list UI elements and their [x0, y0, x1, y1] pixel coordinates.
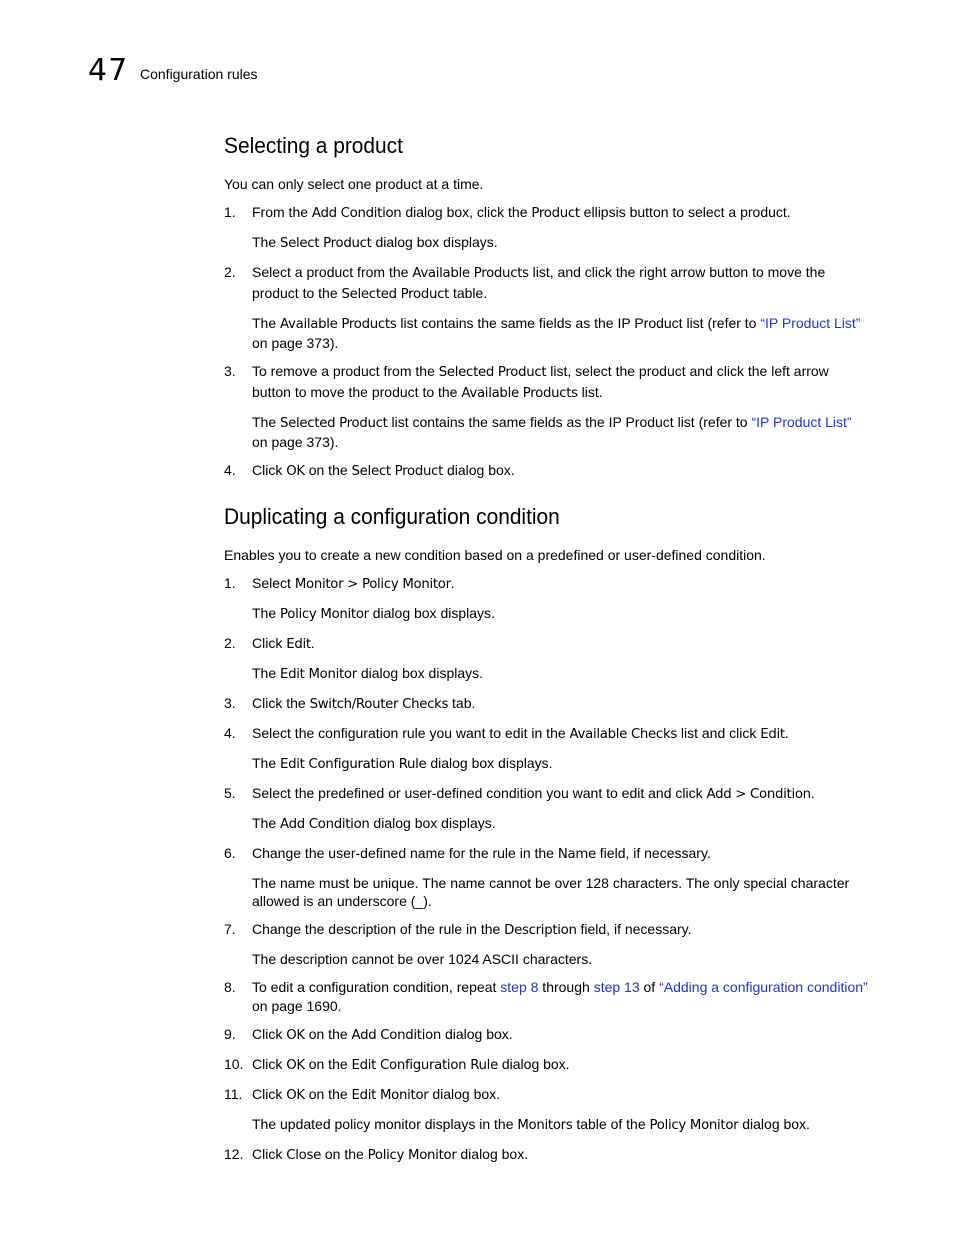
text-run: of	[639, 979, 660, 995]
text-run: on page 373).	[252, 434, 339, 450]
text-run: list contains the same fields as the IP Product list (refer to	[387, 413, 752, 430]
text-run: field, if necessary.	[576, 921, 692, 937]
ui-term: Select Product	[280, 236, 372, 251]
document-body	[224, 132, 869, 1175]
text-run: dialog box displays.	[368, 604, 495, 621]
text-run: list and click	[676, 724, 761, 741]
step-item	[224, 1145, 869, 1166]
step-text	[252, 362, 869, 403]
step-result	[252, 233, 869, 254]
text-run: Click	[252, 1145, 287, 1162]
step-number: 6.	[224, 844, 236, 861]
step-text	[252, 724, 869, 745]
ui-term: Description	[504, 923, 577, 938]
step-number: 11.	[224, 1085, 243, 1102]
text-run: on page 373).	[252, 335, 339, 351]
step-item	[224, 634, 869, 685]
step-text	[252, 978, 869, 1015]
chapter-number: 47	[88, 53, 129, 88]
step-result	[252, 754, 869, 775]
text-run: table of the	[572, 1115, 650, 1132]
step-number: 5.	[224, 784, 236, 801]
text-run: From the	[252, 204, 312, 220]
ui-term: Policy Monitor	[367, 1147, 457, 1163]
ui-term: OK	[286, 1027, 305, 1043]
ui-term: Available Checks	[569, 726, 677, 742]
text-run: Select	[252, 574, 295, 591]
step-number: 4.	[224, 462, 236, 478]
ui-term: Selected Product	[438, 365, 547, 380]
cross-reference-link[interactable]: step 13	[593, 979, 640, 995]
text-run: dialog box.	[497, 1055, 570, 1072]
text-run: The	[252, 664, 281, 681]
step-number: 7.	[224, 921, 236, 937]
text-run: dialog box.	[738, 1115, 810, 1132]
step-text	[252, 1055, 869, 1076]
ui-term: Available Products	[412, 266, 529, 281]
step-text	[252, 574, 869, 595]
cross-reference-link[interactable]: “IP Product List”	[760, 314, 861, 331]
ui-term: Edit Monitor	[351, 1087, 429, 1103]
step-text	[252, 784, 869, 805]
step-item	[224, 574, 869, 625]
text-run: The	[252, 604, 281, 621]
text-run: list contains the same fields as the IP Product list (refer to	[396, 314, 761, 331]
text-run: dialog box displays.	[371, 234, 498, 250]
text-run: .	[810, 784, 815, 801]
step-text	[252, 203, 869, 224]
text-run: Change the description of the rule in the	[252, 921, 505, 937]
step-text	[252, 1145, 869, 1166]
step-number: 12.	[224, 1145, 244, 1162]
text-run: through	[538, 979, 594, 995]
text-run: on the	[304, 1055, 352, 1072]
ui-term: Edit Monitor	[280, 666, 357, 682]
step-text	[252, 920, 869, 941]
text-run: The	[252, 754, 281, 771]
ui-term: Policy Monitor	[649, 1117, 739, 1133]
step-result	[252, 1115, 869, 1136]
step-result	[252, 664, 869, 685]
text-run: list.	[577, 383, 603, 400]
section-intro: Enables you to create a new condition based on a predefined or user-defined condition.	[224, 546, 766, 563]
text-run: The	[252, 814, 281, 831]
section-intro: You can only select one product at a time.	[224, 176, 484, 192]
ui-term: Add Condition	[280, 816, 370, 832]
ui-term: Add Condition	[351, 1027, 442, 1043]
ui-term: Add Condition	[311, 206, 402, 221]
ui-term: Product	[531, 206, 580, 221]
step-text	[252, 694, 869, 715]
cross-reference-link[interactable]: “IP Product List”	[751, 413, 852, 430]
ui-term: Monitor > Policy Monitor	[294, 576, 451, 592]
step-list	[224, 574, 869, 1166]
text-run: Click	[252, 462, 287, 478]
ui-term: OK	[286, 464, 305, 479]
text-run: To remove a product from the	[252, 363, 439, 379]
text-run: The description cannot be over 1024 ASCII characters.	[252, 951, 593, 967]
step-text	[252, 844, 869, 865]
text-run: Select a product from the	[252, 264, 413, 280]
ui-term: Available Products	[280, 316, 397, 332]
step-text	[252, 263, 869, 304]
text-run: dialog box.	[443, 462, 515, 478]
step-item	[224, 1085, 869, 1136]
step-item	[224, 362, 869, 452]
step-item	[224, 263, 869, 353]
text-run: field, if necessary.	[595, 844, 711, 861]
section-heading: Selecting a product	[224, 133, 403, 158]
step-number: 2.	[224, 634, 236, 651]
step-number: 3.	[224, 694, 236, 711]
ui-term: Edit Configuration Rule	[351, 1057, 498, 1073]
text-run: Click	[252, 1025, 287, 1042]
text-run: on the	[320, 1145, 368, 1162]
step-item	[224, 461, 869, 482]
step-number: 3.	[224, 363, 236, 379]
step-item	[224, 203, 869, 254]
ui-term: Edit	[286, 636, 311, 652]
text-run: tab.	[448, 694, 476, 711]
step-result	[252, 413, 869, 452]
ui-term: Select Product	[351, 464, 444, 479]
step-list	[224, 203, 869, 482]
text-run: Click the	[252, 694, 310, 711]
text-run: The name must be unique. The name cannot be over 128 characters. The only special character allowed is an underscore (_).	[252, 874, 850, 909]
step-number: 9.	[224, 1025, 236, 1042]
text-run: list, and click the right arrow button to move the product to the	[252, 264, 826, 301]
step-item	[224, 978, 869, 1015]
ui-term: Policy Monitor	[280, 606, 369, 622]
text-run: dialog box displays.	[369, 814, 496, 831]
ui-term: Monitors	[517, 1117, 573, 1133]
ui-term: OK	[286, 1057, 305, 1073]
text-run: The	[252, 234, 281, 250]
step-number: 8.	[224, 979, 236, 995]
step-item	[224, 844, 869, 911]
ui-term: Available Products	[461, 385, 578, 401]
text-run: The updated policy monitor displays in the	[252, 1115, 518, 1132]
step-number: 1.	[224, 574, 236, 591]
ui-term: Edit	[760, 726, 785, 742]
step-item	[224, 784, 869, 835]
text-run: .	[784, 724, 789, 741]
step-item	[224, 724, 869, 775]
ui-term: Selected Product	[341, 286, 450, 302]
step-text	[252, 1025, 869, 1046]
text-run: on the	[304, 462, 352, 478]
step-result	[252, 950, 869, 969]
text-run: dialog box.	[441, 1025, 513, 1042]
step-item	[224, 1025, 869, 1046]
ui-term: Switch/Router Checks	[309, 696, 449, 712]
step-text	[252, 634, 869, 655]
text-run: dialog box.	[456, 1145, 529, 1162]
text-run: dialog box displays.	[426, 754, 553, 771]
step-item	[224, 694, 869, 715]
step-result	[252, 314, 869, 353]
step-number: 10.	[224, 1055, 244, 1072]
text-run: Click	[252, 1055, 287, 1072]
text-run: Click	[252, 634, 287, 651]
text-run: .	[450, 574, 455, 591]
text-run: Select the configuration rule you want to edit in the	[252, 724, 570, 741]
text-run: list, select the product and click the left arrow button to move the product to the	[252, 363, 829, 400]
step-text	[252, 461, 869, 482]
section-heading: Duplicating a configuration condition	[224, 503, 560, 529]
ui-term: OK	[286, 1087, 305, 1103]
text-run: dialog box displays.	[356, 664, 484, 681]
text-run: Select the predefined or user-defined condition you want to edit and click	[252, 784, 707, 801]
step-text	[252, 1085, 869, 1106]
text-run: on the	[304, 1025, 352, 1042]
text-run: dialog box.	[428, 1085, 501, 1102]
cross-reference-link[interactable]: step 8	[500, 979, 539, 995]
text-run: on page 1690.	[252, 997, 342, 1014]
step-item	[224, 1055, 869, 1076]
step-item	[224, 920, 869, 969]
step-result	[252, 874, 869, 911]
ui-term: Name	[557, 846, 596, 862]
text-run: Click	[252, 1085, 287, 1102]
step-number: 2.	[224, 264, 236, 280]
text-run: Change the user-defined name for the rule in the	[252, 844, 558, 861]
ui-term: Add > Condition	[706, 786, 811, 802]
step-result	[252, 814, 869, 835]
text-run: dialog box, click the	[401, 204, 532, 220]
step-number: 4.	[224, 724, 236, 741]
text-run: table.	[449, 284, 488, 301]
step-result	[252, 604, 869, 625]
chapter-title: Configuration rules	[140, 66, 258, 82]
cross-reference-link[interactable]: “Adding a configuration condition”	[659, 979, 868, 995]
text-run: The	[252, 314, 281, 331]
text-run: .	[310, 634, 315, 651]
ui-term: Edit Configuration Rule	[280, 756, 427, 772]
text-run: ellipsis button to select a product.	[579, 204, 791, 220]
ui-term: Selected Product	[280, 415, 388, 431]
text-run: To edit a configuration condition, repeat	[252, 979, 501, 995]
ui-term: Close	[286, 1147, 321, 1163]
step-number: 1.	[224, 204, 236, 220]
text-run: on the	[304, 1085, 352, 1102]
text-run: The	[252, 413, 281, 430]
